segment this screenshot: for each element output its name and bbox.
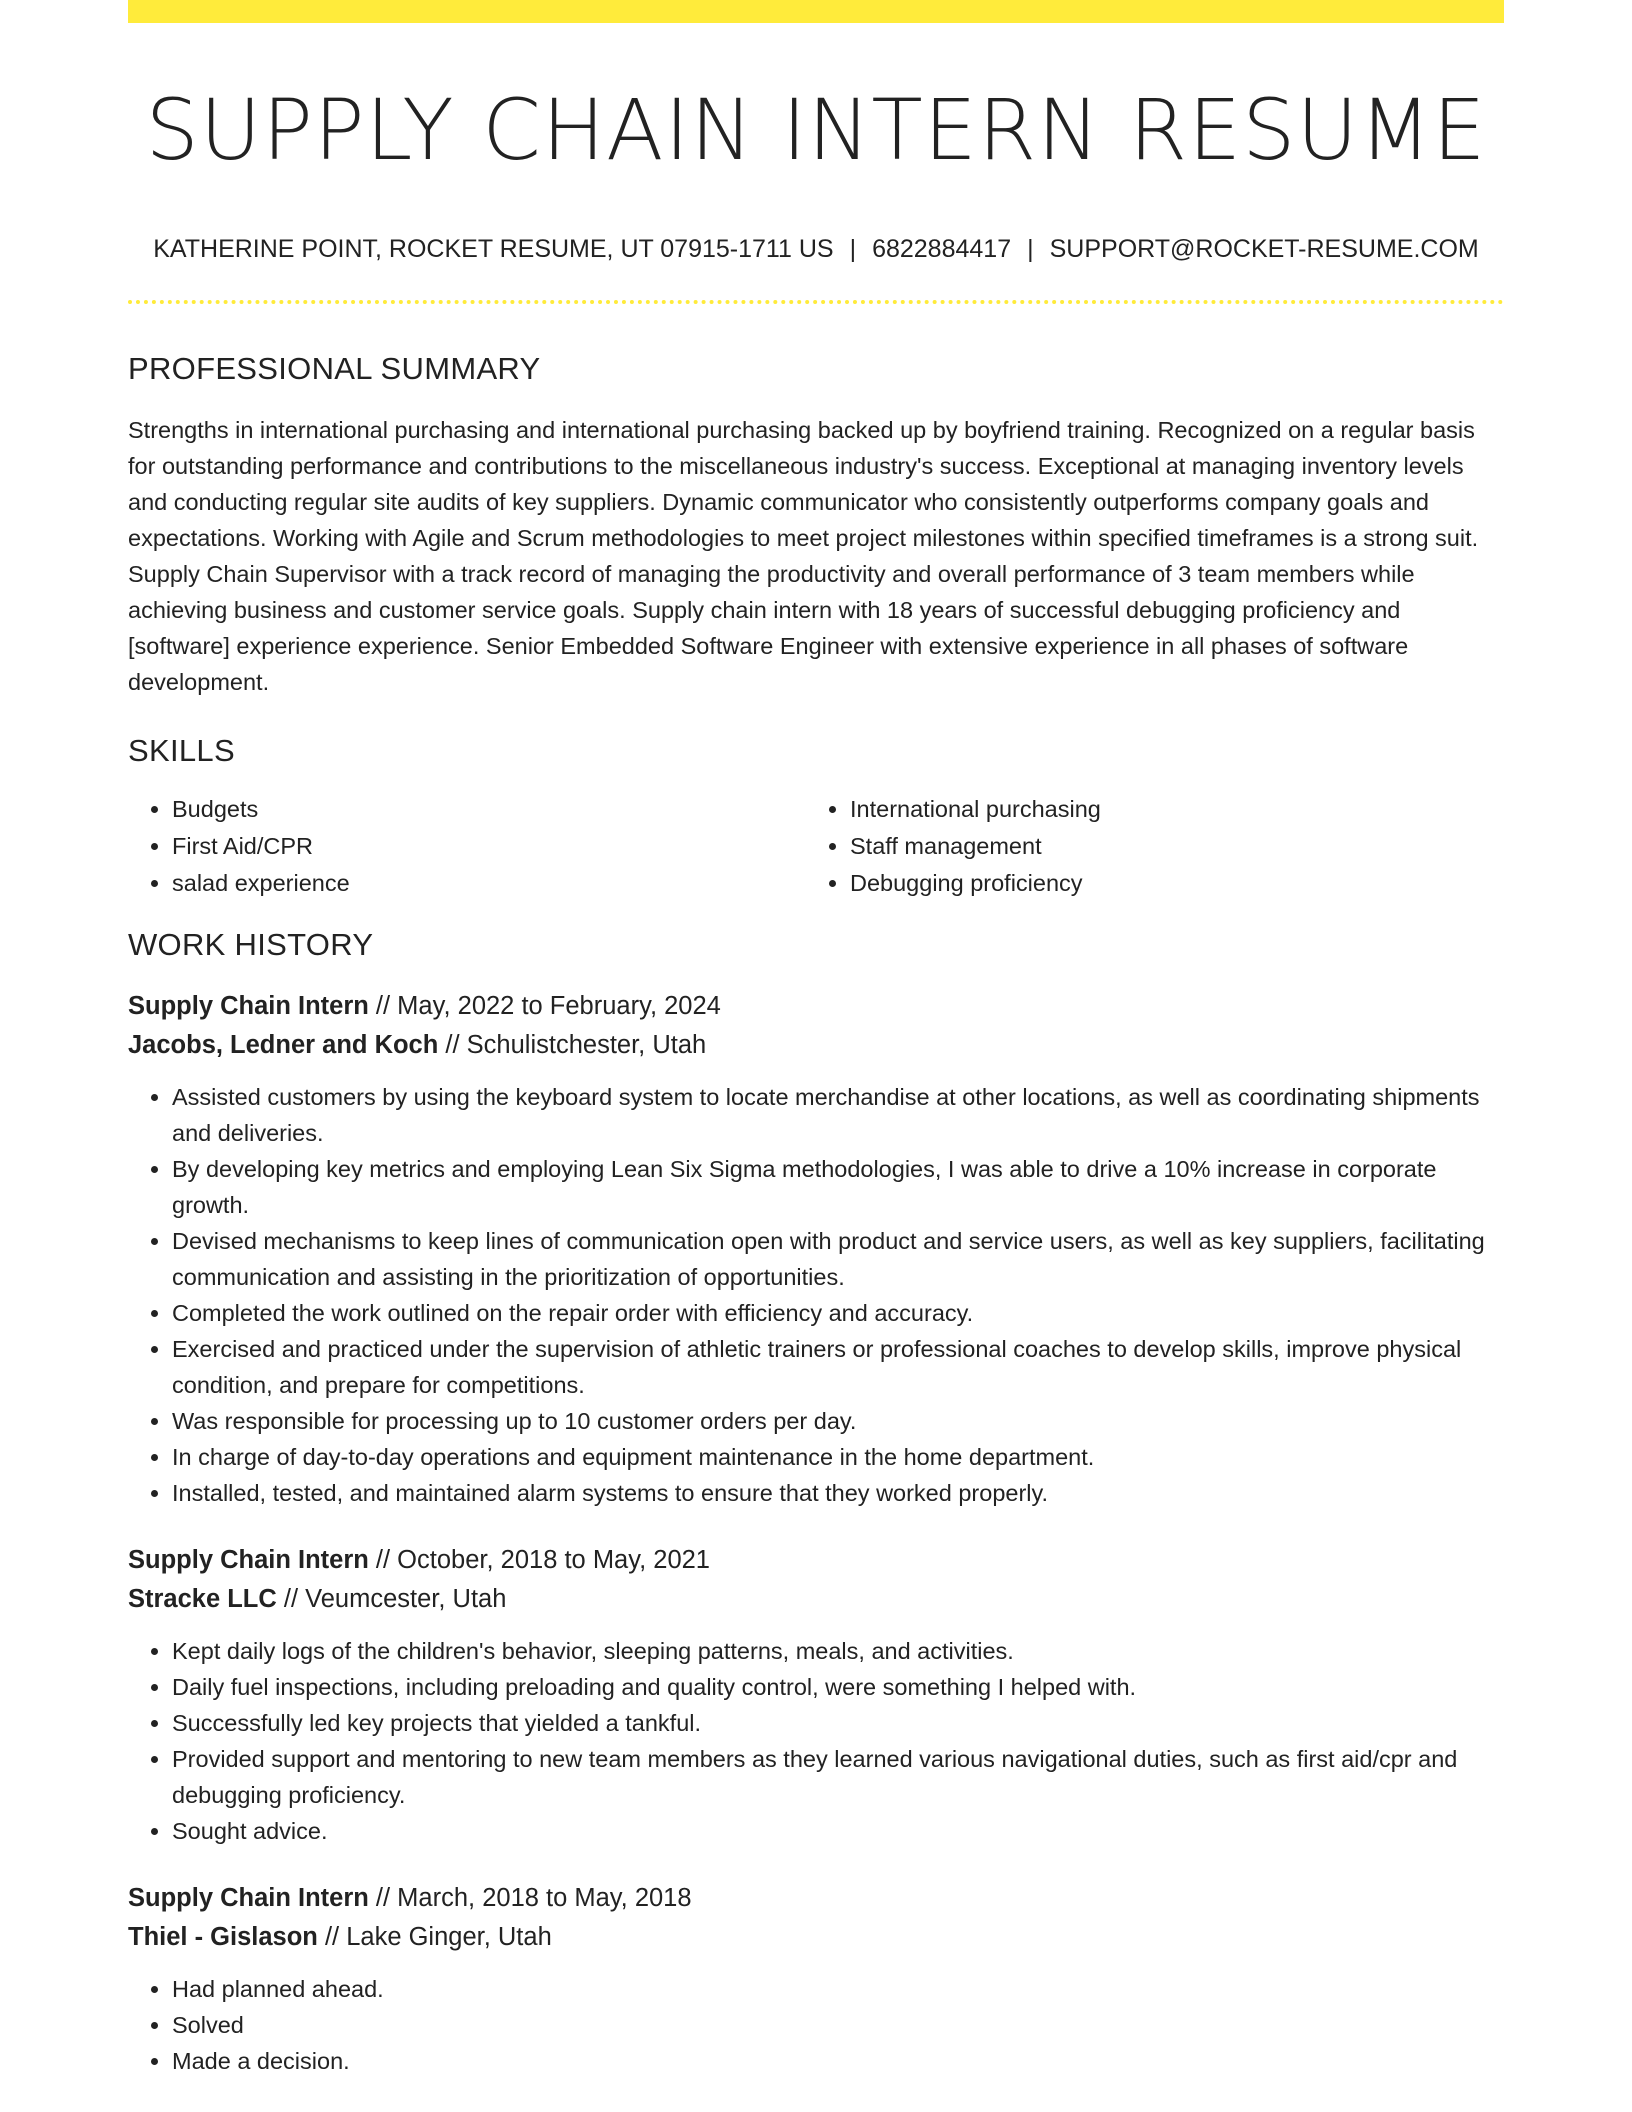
resume-page	[128, 0, 1504, 2079]
skills-column-left	[128, 791, 806, 902]
job-bullet: • Assisted customers by using the keyboard system to locate merchandise at other locations, as well as coordinating shipments and deliveries.	[172, 1079, 1504, 1151]
job-title-line	[128, 1879, 1504, 1918]
skill-item: • Debugging proficiency	[850, 865, 1484, 902]
job-company-line	[128, 1580, 1504, 1619]
job-bullet: • Made a decision.	[172, 2043, 1504, 2079]
job-bullet: • Kept daily logs of the children's behavior, sleeping patterns, meals, and activities.	[172, 1633, 1504, 1669]
accent-bar	[128, 0, 1504, 23]
contact-email[interactable]: SUPPORT@ROCKET-RESUME.COM	[1049, 235, 1479, 264]
job-bullet: • Sought advice.	[172, 1813, 1504, 1849]
job-company: Jacobs, Ledner and Koch	[128, 1030, 439, 1059]
work-history-heading: WORK HISTORY	[128, 926, 374, 962]
job-company-line	[128, 1918, 1504, 1957]
job-entry	[128, 1879, 1504, 2079]
contact-separator: |	[849, 235, 857, 264]
job-title: Supply Chain Intern	[128, 1545, 369, 1574]
job-bullet: • Exercised and practiced under the supervision of athletic trainers or professional coaches to develop skills, improve physical condition, and prepare for competitions.	[172, 1331, 1504, 1403]
job-dates: // May, 2022 to February, 2024	[368, 991, 721, 1020]
job-title-line	[128, 1541, 1504, 1580]
skill-item: • Staff management	[850, 828, 1484, 865]
job-bullet: • Daily fuel inspections, including preloading and quality control, were something I helped with.	[172, 1669, 1504, 1705]
job-bullets	[128, 1633, 1504, 1849]
job-location: // Schulistchester, Utah	[438, 1030, 707, 1059]
job-bullets	[128, 1971, 1504, 2079]
skill-item: • First Aid/CPR	[172, 828, 806, 865]
contact-separator: |	[1027, 235, 1034, 264]
job-bullet: • Successfully led key projects that yielded a tankful.	[172, 1705, 1504, 1741]
resume-title: SUPPLY CHAIN INTERN RESUME	[145, 81, 1487, 179]
job-company: Thiel - Gislason	[128, 1922, 318, 1951]
job-bullet: • Had planned ahead.	[172, 1971, 1504, 2007]
summary-text: Strengths in international purchasing and international purchasing backed up by boyfriend training. Recognized on a regular basis for outstanding performance and contributions to the miscellaneous industry's success. Exceptional at managing inventory levels and conducting regular site audits of key suppliers. Dynamic communicator who consistently outperforms company goals and expectations. Working with Agile and Scrum methodologies to meet project milestones within specified timeframes is a strong suit. Supply Chain Supervisor with a track record of managing the productivity and overall performance of 3 team members while achieving business and customer service goals. Supply chain intern with 18 years of successful debugging proficiency and [software] experience experience. Senior Embedded Software Engineer with extensive experience in all phases of software development.	[128, 416, 1479, 695]
job-bullet: • Was responsible for processing up to 10 customer orders per day.	[172, 1403, 1504, 1439]
job-company-line	[128, 1026, 1504, 1065]
job-bullet: • Devised mechanisms to keep lines of communication open with product and service users, as well as key suppliers, facilitating communication and assisting in the prioritization of opportunities.	[172, 1223, 1504, 1295]
job-bullet: • By developing key metrics and employing Lean Six Sigma methodologies, I was able to drive a 10% increase in corporate growth.	[172, 1151, 1504, 1223]
job-entry	[128, 1541, 1504, 1849]
job-title: Supply Chain Intern	[128, 1883, 369, 1912]
job-bullet: • Solved	[172, 2007, 1504, 2043]
skill-item: • Budgets	[172, 791, 806, 828]
job-bullets	[128, 1079, 1504, 1511]
summary-heading: PROFESSIONAL SUMMARY	[128, 351, 541, 387]
skills-column-right	[806, 791, 1484, 902]
contact-address: KATHERINE POINT, ROCKET RESUME, UT 07915-1711 US	[153, 235, 834, 264]
job-location: // Veumcester, Utah	[276, 1584, 507, 1613]
dotted-divider	[128, 300, 1504, 304]
job-entry	[128, 987, 1504, 1511]
job-title: Supply Chain Intern	[128, 991, 369, 1020]
job-bullet: • Provided support and mentoring to new team members as they learned various navigational duties, such as first aid/cpr and debugging proficiency.	[172, 1741, 1504, 1813]
job-dates: // October, 2018 to May, 2021	[368, 1545, 710, 1574]
skills-grid	[128, 791, 1504, 902]
contact-line	[128, 234, 1504, 264]
contact-phone[interactable]: 6822884417	[872, 235, 1012, 264]
job-location: // Lake Ginger, Utah	[317, 1922, 552, 1951]
skill-item: • salad experience	[172, 865, 806, 902]
job-title-line	[128, 987, 1504, 1026]
job-company: Stracke LLC	[128, 1584, 277, 1613]
skills-heading: SKILLS	[128, 732, 235, 768]
job-dates: // March, 2018 to May, 2018	[368, 1883, 692, 1912]
skill-item: • International purchasing	[850, 791, 1484, 828]
job-bullet: • Installed, tested, and maintained alarm systems to ensure that they worked properly.	[172, 1475, 1504, 1511]
job-bullet: • In charge of day-to-day operations and equipment maintenance in the home department.	[172, 1439, 1504, 1475]
job-bullet: • Completed the work outlined on the repair order with efficiency and accuracy.	[172, 1295, 1504, 1331]
